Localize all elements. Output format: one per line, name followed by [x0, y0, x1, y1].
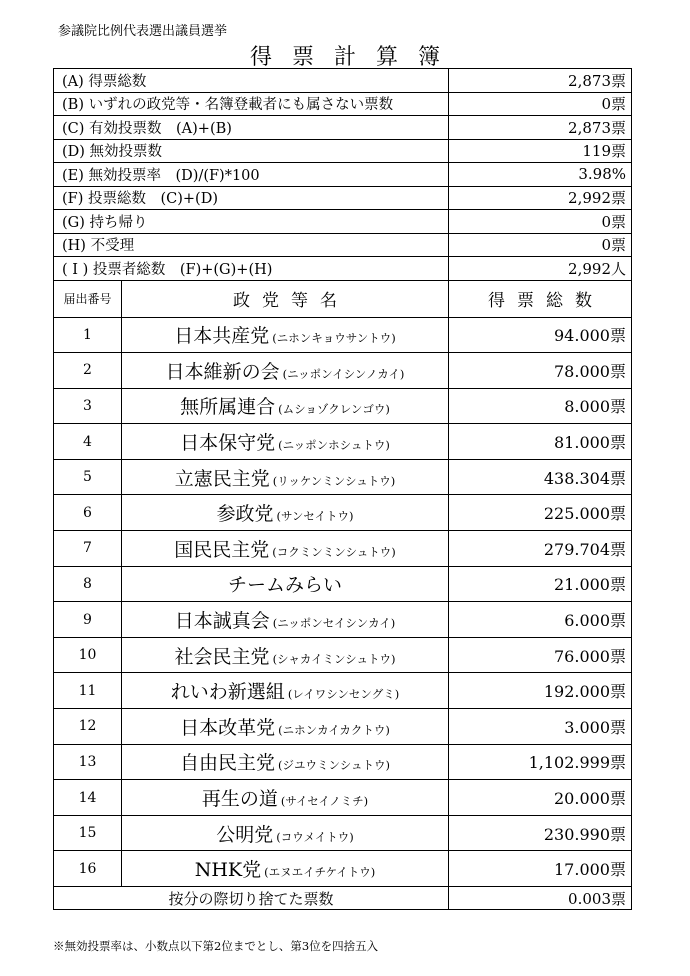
party-name-cell [122, 531, 449, 567]
party-name: れいわ新選組 [170, 681, 285, 704]
party-row [54, 388, 632, 424]
party-name-cell [122, 566, 449, 602]
summary-row [54, 116, 632, 140]
page-title: 得票計算簿 [249, 45, 460, 70]
party-name: チームみらい [227, 574, 342, 597]
summary-label: (B) いずれの政党等・名簿登載者にも属さない票数 [54, 92, 449, 116]
party-votes: 78.000票 [449, 353, 632, 389]
party-number: 13 [54, 744, 122, 780]
party-votes: 94.000票 [449, 317, 632, 353]
summary-value: 3.98% [449, 163, 632, 187]
party-number: 12 [54, 709, 122, 745]
vote-calculation-table [53, 68, 632, 910]
party-number: 15 [54, 815, 122, 851]
summary-label: (G) 持ち帰り [54, 210, 449, 234]
party-name: 日本共産党 [174, 325, 270, 348]
summary-row [54, 69, 632, 93]
party-number: 11 [54, 673, 122, 709]
party-kana: (ニホンカイカクトウ) [278, 722, 390, 737]
party-section [54, 317, 632, 887]
party-kana: (サンセイトウ) [276, 509, 354, 524]
party-number: 1 [54, 317, 122, 353]
party-name: 自由民主党 [180, 752, 276, 775]
party-votes: 3.000票 [449, 709, 632, 745]
party-row [54, 424, 632, 460]
summary-row [54, 210, 632, 234]
summary-label: (E) 無効投票率 (D)/(F)*100 [54, 163, 449, 187]
party-name: 再生の道 [201, 788, 278, 811]
party-name-cell [122, 424, 449, 460]
summary-row [54, 92, 632, 116]
party-number: 4 [54, 424, 122, 460]
party-name: 立憲民主党 [174, 467, 270, 490]
summary-row [54, 163, 632, 187]
party-row [54, 566, 632, 602]
party-number: 8 [54, 566, 122, 602]
party-name: 社会民主党 [174, 645, 270, 668]
party-number: 16 [54, 851, 122, 887]
rounding-label: 按分の際切り捨てた票数 [54, 887, 449, 910]
party-name: 公明党 [216, 823, 274, 846]
header-votes: 得票総数 [449, 280, 632, 317]
party-name: 日本維新の会 [165, 360, 280, 383]
party-number: 3 [54, 388, 122, 424]
summary-label: (C) 有効投票数 (A)+(B) [54, 116, 449, 140]
party-kana: (ジユウミンシュトウ) [278, 758, 390, 773]
summary-label: ( I ) 投票者総数 (F)+(G)+(H) [54, 257, 449, 281]
party-votes: 20.000票 [449, 780, 632, 816]
party-number: 6 [54, 495, 122, 531]
party-name: 無所属連合 [180, 396, 276, 419]
party-name-cell [122, 851, 449, 887]
party-number: 9 [54, 602, 122, 638]
footnote: ※無効投票率は、小数点以下第2位までとし、第3位を四捨五入 [53, 939, 379, 953]
party-votes: 21.000票 [449, 566, 632, 602]
party-kana: (ムショゾクレンゴウ) [278, 402, 390, 417]
summary-value: 0票 [449, 92, 632, 116]
header-no: 届出番号 [54, 280, 122, 317]
party-kana: (コウメイトウ) [276, 829, 354, 844]
party-row [54, 744, 632, 780]
rounding-row [54, 887, 632, 910]
party-name: 日本保守党 [180, 432, 276, 455]
party-name-cell [122, 637, 449, 673]
party-row [54, 709, 632, 745]
party-votes: 438.304票 [449, 459, 632, 495]
summary-label: (H) 不受理 [54, 233, 449, 257]
party-votes: 6.000票 [449, 602, 632, 638]
party-kana: (ニッポンセイシンカイ) [272, 616, 396, 631]
party-votes: 279.704票 [449, 531, 632, 567]
party-row [54, 531, 632, 567]
party-kana: (コクミンミンシュトウ) [272, 544, 396, 559]
party-number: 2 [54, 353, 122, 389]
summary-value: 2,873票 [449, 69, 632, 93]
party-kana: (ニッポンイシンノカイ) [282, 366, 405, 381]
summary-row [54, 139, 632, 163]
party-kana: (シャカイミンシュトウ) [272, 651, 396, 666]
summary-value: 2,873票 [449, 116, 632, 140]
summary-row [54, 233, 632, 257]
party-row [54, 673, 632, 709]
summary-value: 2,992人 [449, 257, 632, 281]
summary-section [54, 69, 632, 281]
party-row [54, 637, 632, 673]
party-kana: (ニッポンホシュトウ) [278, 438, 390, 453]
party-name-cell [122, 353, 449, 389]
party-votes: 8.000票 [449, 388, 632, 424]
summary-label: (A) 得票総数 [54, 69, 449, 93]
summary-label: (F) 投票総数 (C)+(D) [54, 186, 449, 210]
party-kana: (リッケンミンシュトウ) [272, 473, 396, 488]
party-name-cell [122, 388, 449, 424]
party-votes: 76.000票 [449, 637, 632, 673]
party-name-cell [122, 602, 449, 638]
party-votes: 1,102.999票 [449, 744, 632, 780]
header-party: 政党等名 [122, 280, 449, 317]
party-row [54, 851, 632, 887]
party-kana: (サイセイノミチ) [280, 794, 369, 809]
party-votes: 81.000票 [449, 424, 632, 460]
party-number: 10 [54, 637, 122, 673]
party-kana: (ニホンキョウサントウ) [272, 331, 396, 346]
party-name-cell [122, 815, 449, 851]
party-votes: 230.990票 [449, 815, 632, 851]
summary-value: 0票 [449, 210, 632, 234]
party-name-cell [122, 459, 449, 495]
party-kana: (レイワシンセングミ) [287, 687, 400, 702]
party-row [54, 780, 632, 816]
party-name-cell [122, 317, 449, 353]
party-votes: 192.000票 [449, 673, 632, 709]
party-row [54, 602, 632, 638]
party-name: 国民民主党 [174, 538, 270, 561]
party-name-cell [122, 744, 449, 780]
party-votes: 225.000票 [449, 495, 632, 531]
party-number: 7 [54, 531, 122, 567]
party-row [54, 459, 632, 495]
party-row [54, 815, 632, 851]
summary-value: 2,992票 [449, 186, 632, 210]
party-row [54, 495, 632, 531]
election-name: 参議院比例代表選出議員選挙 [58, 24, 228, 39]
summary-label: (D) 無効投票数 [54, 139, 449, 163]
summary-row [54, 257, 632, 281]
summary-value: 119票 [449, 139, 632, 163]
party-name: 参政党 [216, 503, 274, 526]
party-kana: (エヌエイチケイトウ) [264, 865, 376, 880]
party-name-cell [122, 780, 449, 816]
party-number: 14 [54, 780, 122, 816]
party-votes: 17.000票 [449, 851, 632, 887]
party-name-cell [122, 709, 449, 745]
party-table-header [54, 280, 632, 317]
summary-row [54, 186, 632, 210]
party-row [54, 317, 632, 353]
rounding-value: 0.003票 [449, 887, 632, 910]
party-name: NHK党 [194, 859, 262, 882]
party-row [54, 353, 632, 389]
party-name-cell [122, 673, 449, 709]
party-name-cell [122, 495, 449, 531]
summary-value: 0票 [449, 233, 632, 257]
party-number: 5 [54, 459, 122, 495]
party-name: 日本改革党 [180, 716, 276, 739]
party-name: 日本誠真会 [174, 610, 270, 633]
